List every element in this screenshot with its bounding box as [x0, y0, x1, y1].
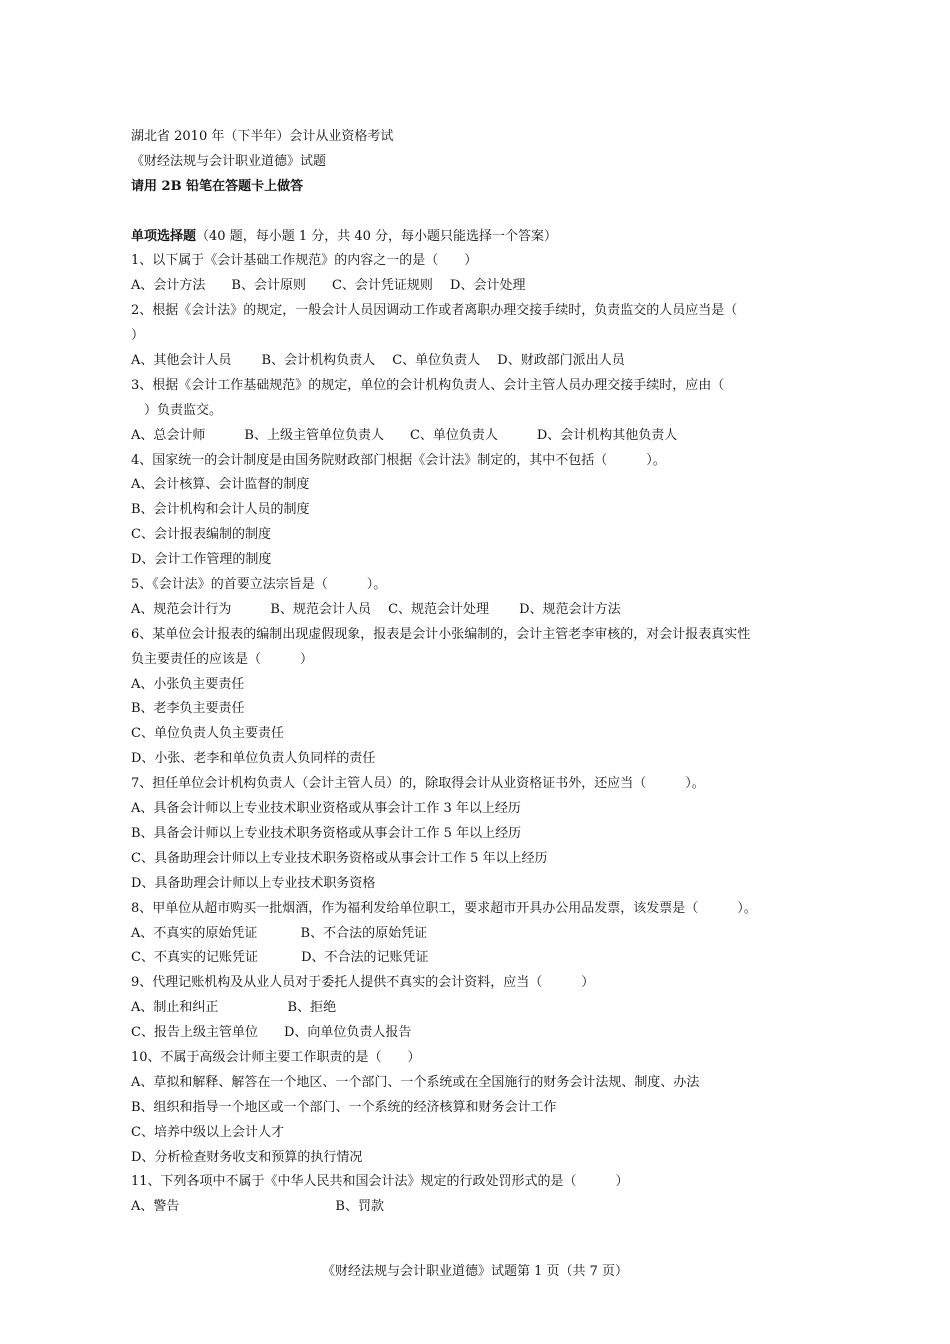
- question-line: ）: [131, 328, 145, 344]
- question-line: C、单位负责人负主要责任: [131, 726, 284, 742]
- question-line: A、其他会计人员 B、会计机构负责人 C、单位负责人 D、财政部门派出人员: [131, 353, 625, 369]
- spacer: [131, 200, 821, 225]
- question-line: 负主要责任的应该是（ ）: [131, 651, 314, 667]
- question-line: 5、《会计法》的首要立法宗旨是（ ）。: [131, 577, 387, 593]
- question-line: 3、根据《会计工作基础规范》的规定，单位的会计机构负责人、会计主管人员办理交接手续时，应由（: [131, 377, 725, 393]
- section-note: （40 题，每小题 1 分，共 40 分，每小题只能选择一个答案）: [196, 228, 558, 244]
- section-title: 单项选择题: [131, 228, 197, 244]
- question-line: A、警告 B、罚款: [131, 1199, 384, 1215]
- question-list: [131, 249, 821, 1220]
- question-line: C、具备助理会计师以上专业技术职务资格或从事会计工作 5 年以上经历: [131, 850, 548, 866]
- question-line: C、培养中级以上会计人才: [131, 1124, 284, 1140]
- question-line: 1、以下属于《会计基础工作规范》的内容之一的是（ ）: [131, 253, 478, 269]
- question-line: 4、国家统一的会计制度是由国务院财政部门根据《会计法》制定的，其中不包括（ ）。: [131, 452, 666, 468]
- question-line: C、不真实的记账凭证 D、不合法的记账凭证: [131, 950, 429, 966]
- question-line: A、小张负主要责任: [131, 676, 245, 692]
- question-line: B、组织和指导一个地区或一个部门、一个系统的经济核算和财务会计工作: [131, 1099, 557, 1115]
- question-line: A、会计方法 B、会计原则 C、会计凭证规则 D、会计处理: [131, 278, 526, 294]
- question-line: D、分析检查财务收支和预算的执行情况: [131, 1149, 363, 1165]
- question-line: D、会计工作管理的制度: [131, 552, 272, 568]
- question-line: C、报告上级主管单位 D、向单位负责人报告: [131, 1025, 412, 1041]
- question-line: A、规范会计行为 B、规范会计人员 C、规范会计处理 D、规范会计方法: [131, 601, 621, 617]
- exam-subject: 《财经法规与会计职业道德》试题: [131, 153, 327, 169]
- question-line: D、具备助理会计师以上专业技术职务资格: [131, 875, 376, 891]
- document-body: [131, 125, 821, 1220]
- page-footer: 《财经法规与会计职业道德》试题第 1 页（共 7 页）: [321, 1264, 629, 1279]
- question-line: A、不真实的原始凭证 B、不合法的原始凭证: [131, 925, 428, 941]
- question-line: 8、甲单位从超市购买一批烟酒，作为福利发给单位职工，要求超市开具办公用品发票，该发票是（ ）。: [131, 900, 757, 916]
- question-line: B、具备会计师以上专业技术职务资格或从事会计工作 5 年以上经历: [131, 825, 522, 841]
- answer-instruction: 请用 2B 铅笔在答题卡上做答: [131, 178, 304, 194]
- question-line: A、会计核算、会计监督的制度: [131, 477, 310, 493]
- question-line: A、草拟和解释、解答在一个地区、一个部门、一个系统或在全国施行的财务会计法规、制度、办法: [131, 1074, 700, 1090]
- question-line: D、小张、老李和单位负责人负同样的责任: [131, 751, 376, 767]
- question-line: A、制止和纠正 B、拒绝: [131, 1000, 337, 1016]
- question-line: A、总会计师 B、上级主管单位负责人 C、单位负责人 D、会计机构其他负责人: [131, 427, 678, 443]
- question-line: B、会计机构和会计人员的制度: [131, 502, 310, 518]
- section-heading: [131, 225, 821, 250]
- question-line: 9、代理记账机构及从业人员对于委托人提供不真实的会计资料，应当（ ）: [131, 975, 595, 991]
- question-line: C、会计报表编制的制度: [131, 527, 271, 543]
- question-line: B、老李负主要责任: [131, 701, 245, 717]
- question-line: 2、根据《会计法》的规定，一般会计人员因调动工作或者离职办理交接手续时，负责监交的人员应当是（: [131, 303, 738, 319]
- question-line: 7、担任单位会计机构负责人（会计主管人员）的，除取得会计从业资格证书外，还应当（ ）。: [131, 776, 705, 792]
- question-line: 11、下列各项中不属于《中华人民共和国会计法》规定的行政处罚形式的是（ ）: [131, 1174, 629, 1190]
- exam-title: 湖北省 2010 年（下半年）会计从业资格考试: [131, 129, 394, 144]
- question-line: ）负责监交。: [131, 402, 223, 418]
- question-line: 10、不属于高级会计师主要工作职责的是（ ）: [131, 1049, 421, 1065]
- question-line: A、具备会计师以上专业技术职业资格或从事会计工作 3 年以上经历: [131, 801, 521, 817]
- question-line: 6、某单位会计报表的编制出现虚假现象，报表是会计小张编制的，会计主管老李审核的，对会计报表真实性: [131, 626, 751, 642]
